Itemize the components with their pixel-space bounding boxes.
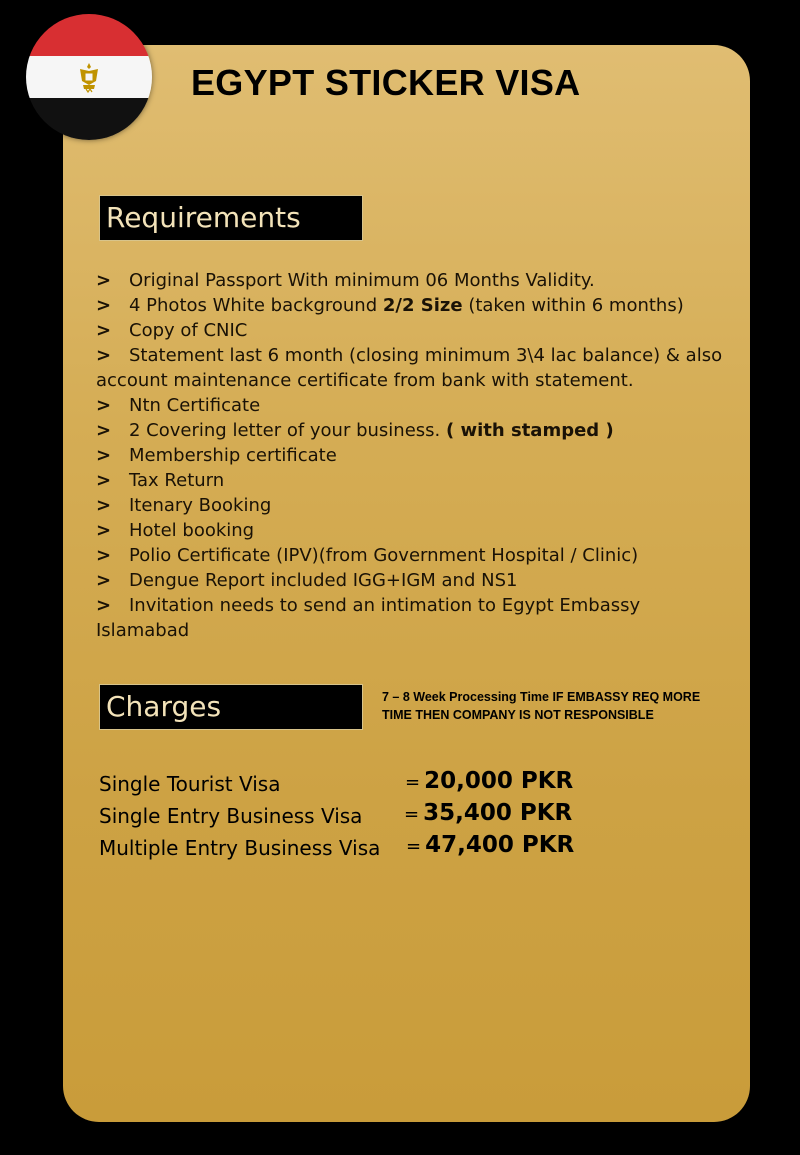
equals-sign: =: [406, 836, 422, 857]
requirement-item: [96, 518, 736, 543]
requirement-item: [96, 568, 736, 593]
bullet-arrow-icon: >: [96, 470, 112, 491]
equals-sign: =: [404, 804, 420, 825]
bullet-arrow-icon: >: [96, 320, 112, 341]
requirement-item: [96, 468, 736, 493]
charge-row: [99, 768, 659, 800]
processing-time-note: 7 – 8 Week Processing Time IF EMBASSY REQ MORE TIME THEN COMPANY IS NOT RESPONSIBLE: [382, 690, 701, 722]
eagle-of-saladin-icon: [76, 61, 102, 93]
requirement-emphasis: ( with stamped ): [446, 420, 614, 441]
requirement-text: Ntn Certificate: [129, 395, 261, 416]
charges-heading: Charges: [99, 684, 363, 730]
visa-type-label: Single Tourist Visa: [99, 772, 281, 796]
requirement-text-tail: (taken within 6 months): [462, 295, 684, 316]
requirement-text: Hotel booking: [129, 520, 255, 541]
bullet-arrow-icon: >: [96, 445, 112, 466]
requirement-text: Polio Certificate (IPV)(from Government Hospital / Clinic): [129, 545, 639, 566]
price-value: 20,000 PKR: [424, 768, 574, 794]
bullet-arrow-icon: >: [96, 420, 112, 441]
bullet-arrow-icon: >: [96, 570, 112, 591]
egypt-flag-icon: [26, 14, 152, 140]
page-title: EGYPT STICKER VISA: [191, 62, 581, 103]
requirement-text: Membership certificate: [129, 445, 337, 466]
requirement-emphasis: 2/2 Size: [382, 295, 463, 316]
requirement-text: Original Passport With minimum 06 Months Validity.: [129, 270, 595, 291]
requirement-text: Itenary Booking: [129, 495, 272, 516]
requirements-list: [96, 268, 736, 643]
requirement-text: Copy of CNIC: [129, 320, 248, 341]
charge-row: [99, 832, 659, 864]
visa-type-label: Single Entry Business Visa: [99, 804, 363, 828]
requirements-heading: Requirements: [99, 195, 363, 241]
bullet-arrow-icon: >: [96, 295, 112, 316]
visa-type-label: Multiple Entry Business Visa: [99, 836, 381, 860]
equals-sign: =: [405, 772, 421, 793]
requirement-text: 4 Photos White background: [129, 295, 383, 316]
bullet-arrow-icon: >: [96, 345, 112, 366]
bullet-arrow-icon: >: [96, 520, 112, 541]
visa-price: [406, 832, 574, 858]
requirement-text: Statement last 6 month (closing minimum 3\4 lac balance) & also account maintenance certificate from bank with statement.: [96, 345, 723, 391]
requirement-item: [96, 293, 736, 318]
flag-white-band: [26, 56, 152, 98]
requirement-text: 2 Covering letter of your business.: [129, 420, 446, 441]
requirement-text: Invitation needs to send an intimation to Egypt Embassy Islamabad: [96, 595, 641, 641]
requirement-item: [96, 318, 736, 343]
bullet-arrow-icon: >: [96, 270, 112, 291]
bullet-arrow-icon: >: [96, 495, 112, 516]
requirement-item: [96, 393, 736, 418]
price-value: 47,400 PKR: [425, 832, 575, 858]
flag-red-band: [26, 14, 152, 56]
requirement-item: [96, 268, 736, 293]
requirement-item: [96, 593, 736, 643]
bullet-arrow-icon: >: [96, 595, 112, 616]
requirement-item: [96, 343, 736, 393]
requirement-text: Tax Return: [129, 470, 225, 491]
price-value: 35,400 PKR: [423, 800, 573, 826]
bullet-arrow-icon: >: [96, 545, 112, 566]
visa-price: [405, 768, 573, 794]
charges-table: [99, 768, 659, 864]
requirement-item: [96, 493, 736, 518]
requirement-item: [96, 543, 736, 568]
visa-price: [404, 800, 572, 826]
requirement-item: [96, 418, 736, 443]
requirement-text: Dengue Report included IGG+IGM and NS1: [129, 570, 518, 591]
charge-row: [99, 800, 659, 832]
bullet-arrow-icon: >: [96, 395, 112, 416]
requirement-item: [96, 443, 736, 468]
